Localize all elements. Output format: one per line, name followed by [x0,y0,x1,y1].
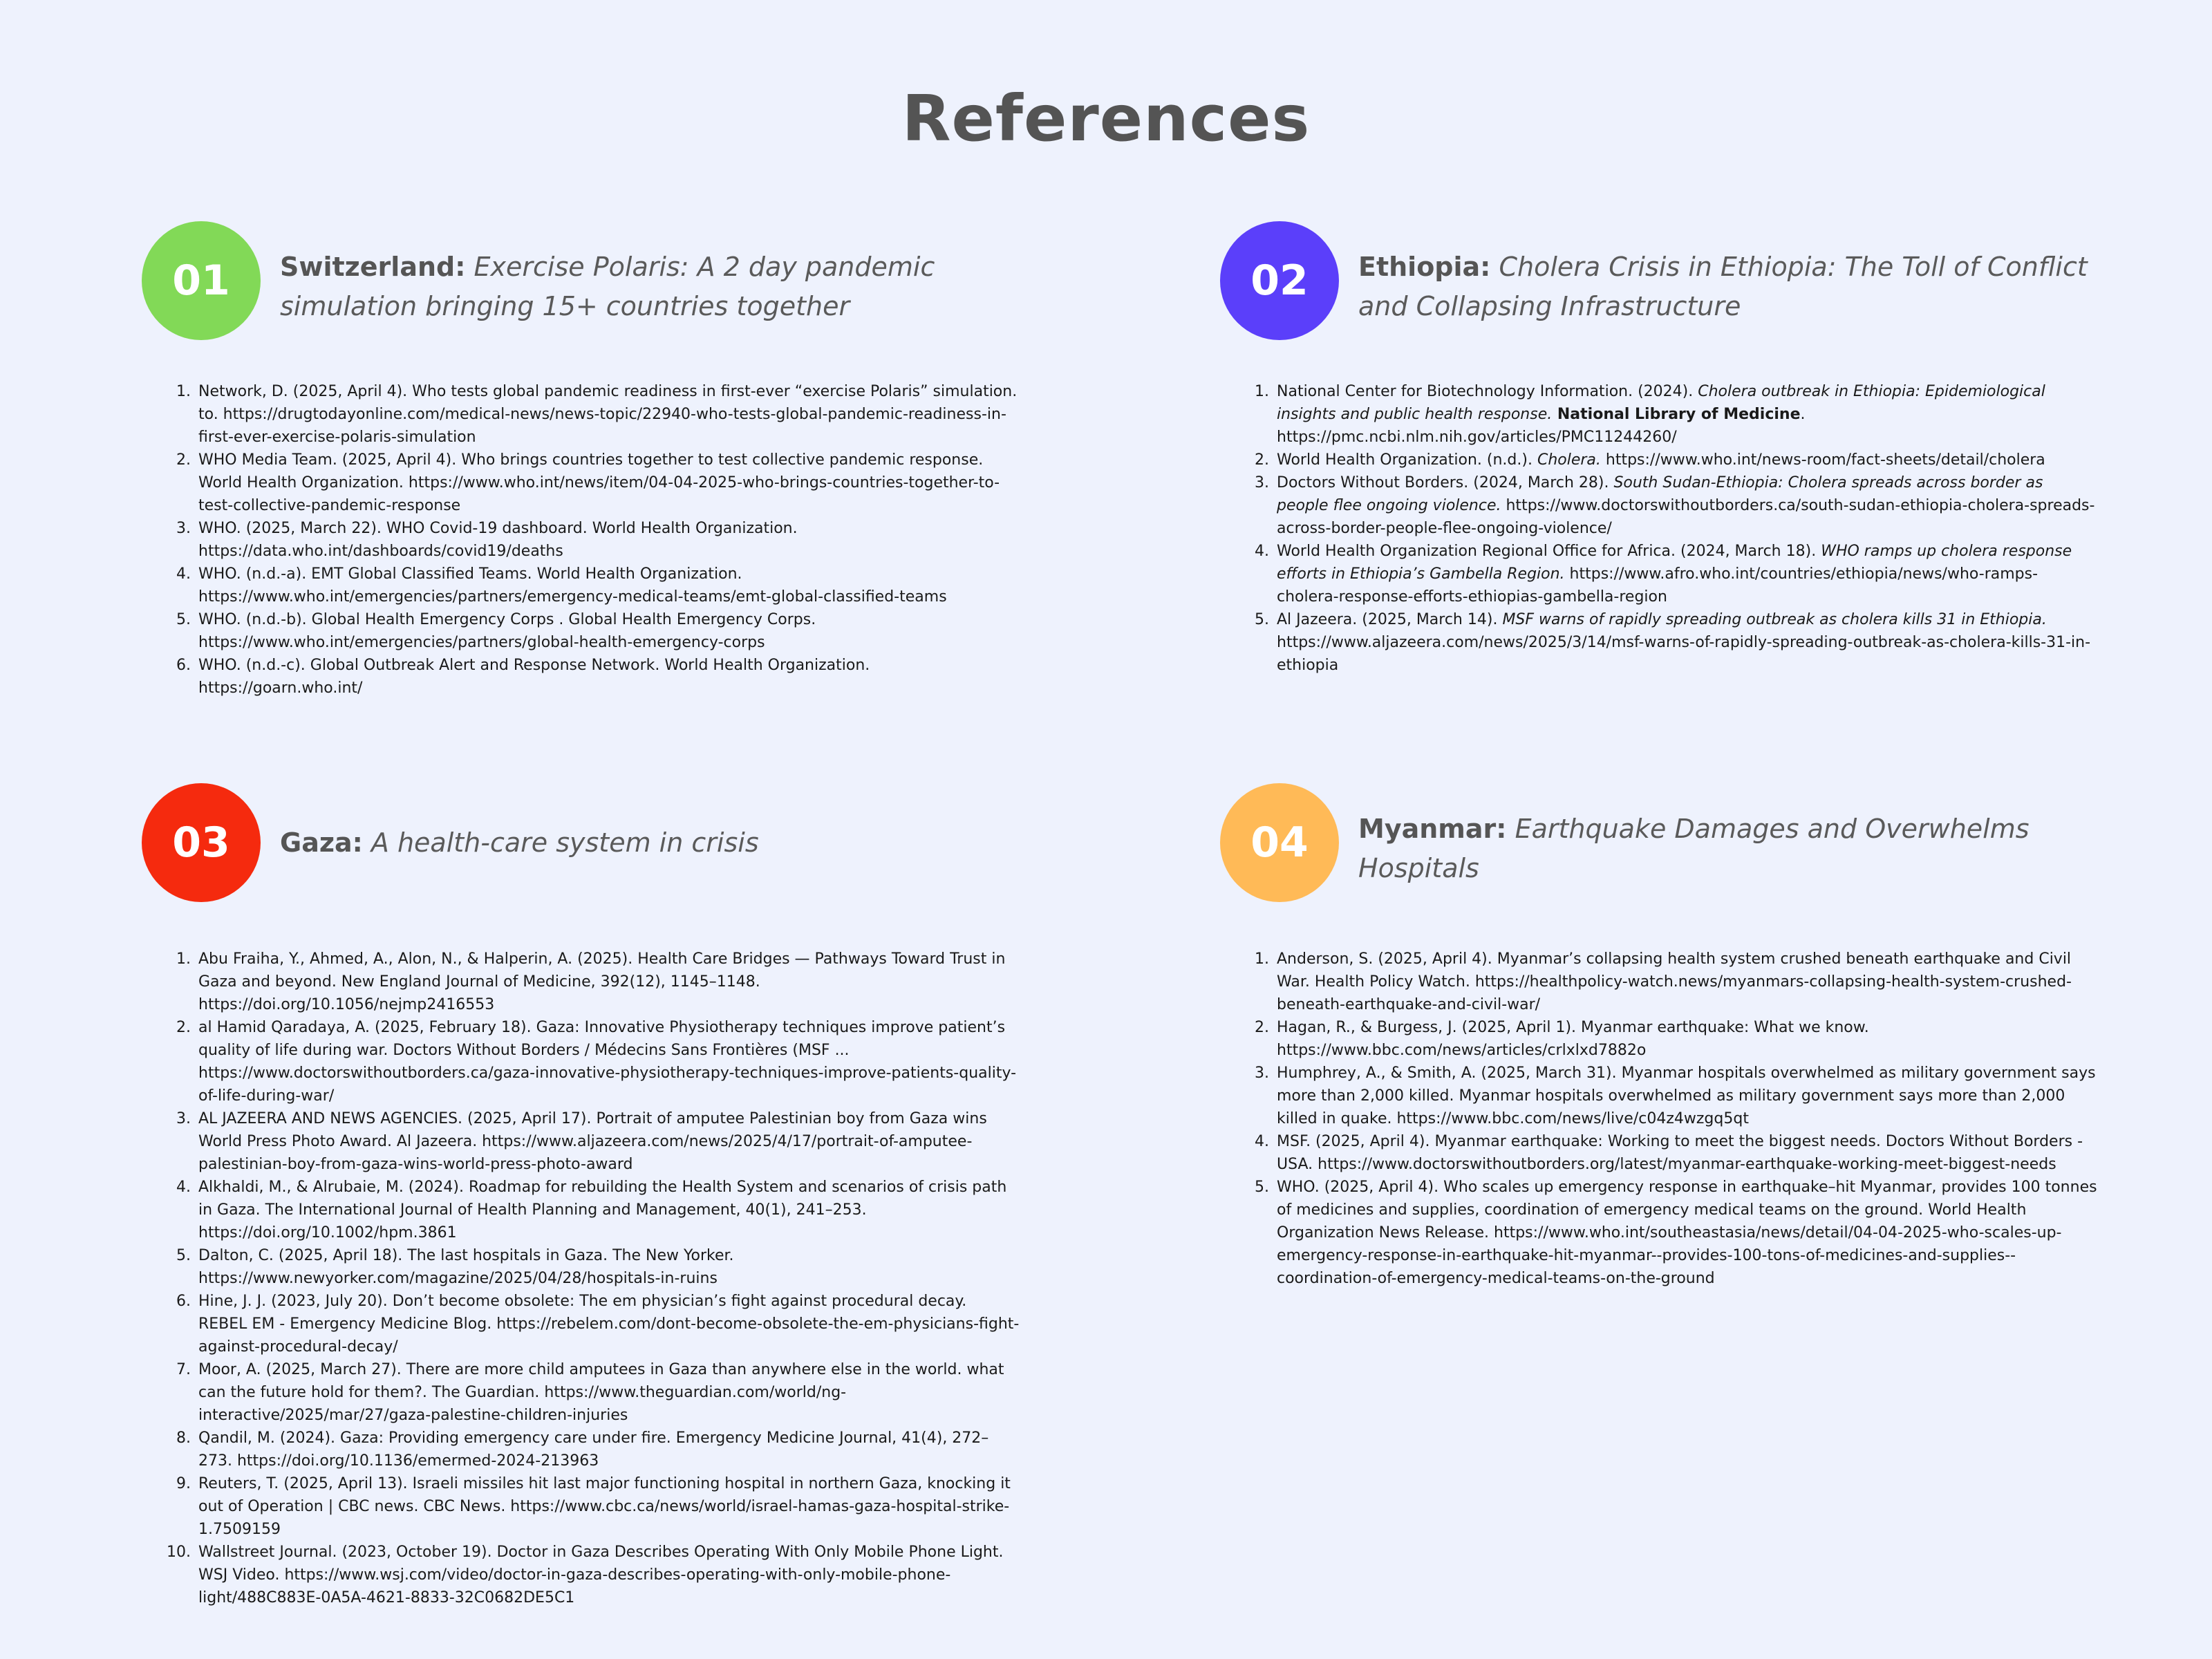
reference-url: https://www.who.int/news-room/fact-sheets/detail/cholera [1600,451,2045,469]
section-topic: Cholera Crisis in Ethiopia: The Toll of Conflict and Collapsing Infrastructure [1358,252,2088,321]
reference-item: 4. Alkhaldi, M., & Alrubaie, M. (2024). Roadmap for rebuilding the Health System and scenarios of crisis path in Gaza. The International Journal of Health Planning and Management, 40(1), 241–253. https://doi.org/10.1002/hpm.3861 [196,1176,1020,1244]
section-header [1220,221,2098,359]
reference-url: https://www.doctorswithoutborders.ca/south-sudan-ethiopia-cholera-spreads-across-border-people-flee-ongoing-violence/ [1277,497,2095,537]
section-header [142,783,1020,921]
reference-title: South Sudan-Ethiopia: Cholera spreads across border as people flee ongoing violence. [1277,474,2043,514]
section-number-badge: 02 [1220,221,1339,340]
reference-item: 3. AL JAZEERA AND NEWS AGENCIES. (2025, April 17). Portrait of amputee Palestinian boy from Gaza wins World Press Photo Award. Al Jazeera. https://www.aljazeera.com/news/2025/4/17/portrait-of-amputee-palestinian-boy-from-gaza-wins-world-press-photo-award [196,1107,1020,1176]
reference-text: Doctors Without Borders. (2024, March 28). [1277,474,1614,491]
reference-item: 10. Wallstreet Journal. (2023, October 19). Doctor in Gaza Describes Operating With Only Mobile Phone Light. WSJ Video. https://www.wsj.com/video/doctor-in-gaza-describes-operating-with-only-mobile-phone-light/488C883E-0A5A-4621-8833-32C0682DE5C1 [196,1541,1020,1609]
reference-item: 1. Abu Fraiha, Y., Ahmed, A., Alon, N., & Halperin, A. (2025). Health Care Bridges — Pathways Toward Trust in Gaza and beyond. New England Journal of Medicine, 392(12), 1145–1148. https://doi.org/10.1056/nejmp2416553 [196,948,1020,1016]
section-topic: Exercise Polaris: A 2 day pandemic simulation bringing 15+ countries together [280,252,935,321]
reference-item: 5. WHO. (n.d.-b). Global Health Emergency Corps . Global Health Emergency Corps. https://www.who.int/emergencies/partners/global-health-emergency-corps [196,608,1020,654]
reference-text: Al Jazeera. (2025, March 14). [1277,611,1503,628]
reference-text: World Health Organization Regional Office for Africa. (2024, March 18). [1277,543,1821,560]
reference-list [1220,380,2098,677]
reference-item: 1. Anderson, S. (2025, April 4). Myanmar’s collapsing health system crushed beneath earthquake and Civil War. Health Policy Watch. https://healthpolicy-watch.news/myanmars-collapsing-health-system-crushed-beneath-earthquake-and-civil-war/ [1274,948,2098,1016]
section-number-badge: 04 [1220,783,1339,902]
reference-item: 4. MSF. (2025, April 4). Myanmar earthquake: Working to meet the biggest needs. Doctors Without Borders - USA. https://www.doctorswithoutborders.org/latest/myanmar-earthquake-working-meet-biggest-needs [1274,1130,2098,1176]
reference-item [1274,471,2098,540]
reference-section-gaza [142,783,1020,1609]
section-header [142,221,1020,359]
reference-item: 5. Dalton, C. (2025, April 18). The last hospitals in Gaza. The New Yorker. https://www.newyorker.com/magazine/2025/04/28/hospitals-in-ruins [196,1244,1020,1290]
reference-item: 2. WHO Media Team. (2025, April 4). Who brings countries together to test collective pandemic response. World Health Organization. https://www.who.int/news/item/04-04-2025-who-brings-countries-together-to-test-collective-pandemic-response [196,449,1020,517]
section-country: Myanmar: [1358,814,1507,844]
reference-item: 2. Hagan, R., & Burgess, J. (2025, April 1). Myanmar earthquake: What we know. https://www.bbc.com/news/articles/crlxlxd7882o [1274,1016,2098,1062]
section-title [1358,809,2098,888]
section-country: Ethiopia: [1358,252,1491,282]
reference-list [142,380,1020,700]
reference-item [1274,540,2098,608]
section-country: Switzerland: [280,252,466,282]
section-topic: A health-care system in crisis [371,827,759,858]
reference-item [1274,608,2098,677]
reference-url: https://www.aljazeera.com/news/2025/3/14/msf-warns-of-rapidly-spreading-outbreak-as-cholera-kills-31-in-ethiopia [1277,634,2091,674]
section-title [280,823,1020,863]
section-country: Gaza: [280,827,363,858]
section-topic: Earthquake Damages and Overwhelms Hospitals [1358,814,2030,883]
reference-item: 4. WHO. (n.d.-a). EMT Global Classified Teams. World Health Organization. https://www.who.int/emergencies/partners/emergency-medical-teams/emt-global-classified-teams [196,563,1020,608]
reference-section-ethiopia [1220,221,2098,677]
section-number-badge: 01 [142,221,261,340]
section-header [1220,783,2098,921]
section-title [280,247,1020,326]
reference-section-myanmar [1220,783,2098,1290]
reference-list [1220,948,2098,1290]
reference-url: https://www.afro.who.int/countries/ethiopia/news/who-ramps-cholera-response-efforts-ethiopias-gambella-region [1277,565,2038,606]
reference-item: 1. Network, D. (2025, April 4). Who tests global pandemic readiness in first-ever “exercise Polaris” simulation. to. https://drugtodayonline.com/medical-news/news-topic/22940-who-tests-global-pandemic-readiness-in-first-ever-exercise-polaris-simulation [196,380,1020,449]
page-title: References [901,82,1311,156]
reference-publisher: National Library of Medicine [1552,406,1801,423]
reference-item: 3. Humphrey, A., & Smith, A. (2025, March 31). Myanmar hospitals overwhelmed as military government says more than 2,000 killed. Myanmar hospitals overwhelmed as military government says more than 2,000 killed in quake. https://www.bbc.com/news/live/c04z4wzgq5qt [1274,1062,2098,1130]
section-title [1358,247,2098,326]
reference-text: National Center for Biotechnology Information. (2024). [1277,383,1698,400]
reference-item: 5. WHO. (2025, April 4). Who scales up emergency response in earthquake–hit Myanmar, provides 100 tonnes of medicines and supplies, coordination of emergency medical teams on the ground. World Health Organization News Release. https://www.who.int/southeastasia/news/detail/04-04-2025-who-scales-up-emergency-response-in-earthquake-hit-myanmar--provides-100-tons-of-medicines-and-supplies--coordination-of-emergency-medical-teams-on-the-ground [1274,1176,2098,1290]
reference-item [1274,380,2098,449]
reference-item: 9. Reuters, T. (2025, April 13). Israeli missiles hit last major functioning hospital in northern Gaza, knocking it out of Operation | CBC news. CBC News. https://www.cbc.ca/news/world/israel-hamas-gaza-hospital-strike-1.7509159 [196,1472,1020,1541]
reference-item: 7. Moor, A. (2025, March 27). There are more child amputees in Gaza than anywhere else in the world. what can the future hold for them?. The Guardian. https://www.theguardian.com/world/ng-interactive/2025/mar/27/gaza-palestine-children-injuries [196,1358,1020,1427]
reference-item: 6. Hine, J. J. (2023, July 20). Don’t become obsolete: The em physician’s fight against procedural decay. REBEL EM - Emergency Medicine Blog. https://rebelem.com/dont-become-obsolete-the-em-physicians-fight-against-procedural-decay/ [196,1290,1020,1358]
reference-item: 6. WHO. (n.d.-c). Global Outbreak Alert and Response Network. World Health Organization. https://goarn.who.int/ [196,654,1020,700]
reference-title: MSF warns of rapidly spreading outbreak as cholera kills 31 in Ethiopia. [1502,611,2047,628]
reference-item: 3. WHO. (2025, March 22). WHO Covid-19 dashboard. World Health Organization. https://data.who.int/dashboards/covid19/deaths [196,517,1020,563]
reference-url: . https://pmc.ncbi.nlm.nih.gov/articles/PMC11244260/ [1277,406,1806,446]
reference-item [1274,449,2098,471]
reference-item: 2. al Hamid Qaradaya, A. (2025, February 18). Gaza: Innovative Physiotherapy techniques improve patient’s quality of life during war. Doctors Without Borders / Médecins Sans Frontières (MSF ... https://www.doctorswithoutborders.ca/gaza-innovative-physiotherapy-techniques-improve-patients-quality-of-life-during-war/ [196,1016,1020,1107]
reference-section-switzerland [142,221,1020,700]
reference-text: World Health Organization. (n.d.). [1277,451,1537,469]
reference-title: Cholera outbreak in Ethiopia: Epidemiological insights and public health response. [1277,383,2045,423]
reference-list [142,948,1020,1609]
reference-item: 8. Qandil, M. (2024). Gaza: Providing emergency care under fire. Emergency Medicine Journal, 41(4), 272–273. https://doi.org/10.1136/emermed-2024-213963 [196,1427,1020,1472]
reference-title: WHO ramps up cholera response efforts in Ethiopia’s Gambella Region. [1277,543,2072,583]
section-number-badge: 03 [142,783,261,902]
reference-title: Cholera. [1537,451,1601,469]
